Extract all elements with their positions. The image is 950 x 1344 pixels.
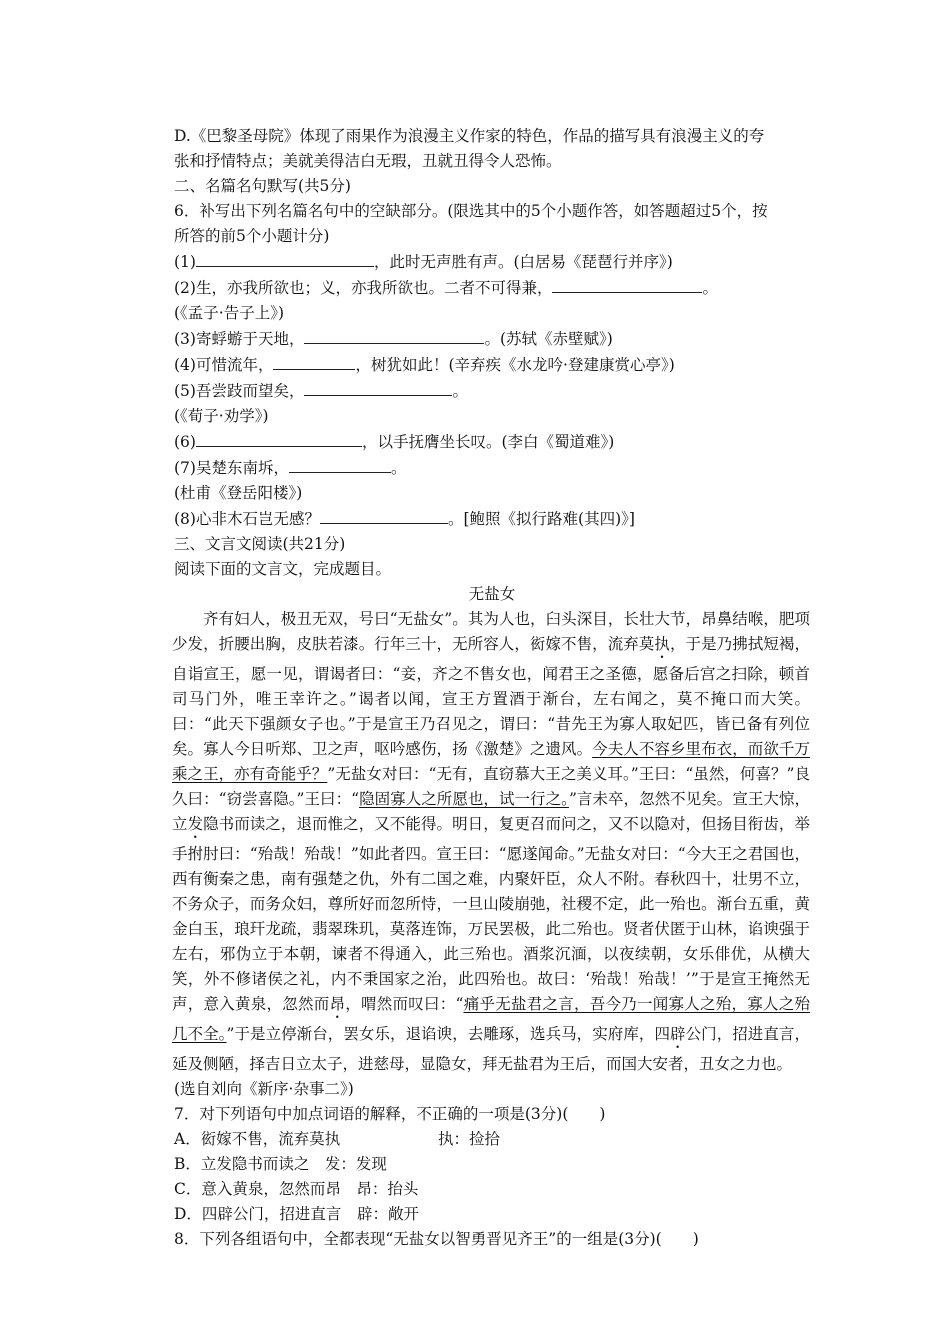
q7-option-c[interactable]: C．意入黄泉，忽然而昂 昂：抬头 [174,1180,419,1198]
question-6-line-1: 6．补写出下列名篇名句中的空缺部分。(限选其中的5个小题作答，如答题超过5个，按 [174,202,768,220]
dotted-word-zhi: 执 [654,635,670,653]
answer-blank-3[interactable] [304,326,484,344]
dotted-word-ang: 昂 [329,995,346,1013]
answer-blank-6[interactable] [196,429,362,447]
passage-source: (选自刘向《新序·杂事二》) [174,1080,354,1098]
fill-item-6: (6) ，以手抚膺坐长叹。(李白《蜀道难》) [174,429,810,455]
underlined-sentence-2: 隐固寡人之所愿也，试一行之。 [359,790,569,808]
section-3-heading: 三、文言文阅读(共21分) [174,535,346,553]
answer-blank-8[interactable] [320,506,448,524]
fill-item-7: (7)吴楚东南坼， 。 [174,455,810,481]
section-2-heading: 二、名篇名句默写(共5分) [174,177,351,195]
underlined-sentence-3: 痛乎无盐君之言，吾今乃一闻寡人之殆，寡人之殆几不全。 [172,995,810,1043]
option-d-line-1: D.《巴黎圣母院》体现了雨果作为浪漫主义作家的特色，作品的描写具有浪漫主义的夸 [174,127,765,145]
underlined-sentence-1: 今夫人不容乡里布衣，而欲千万乘之王，亦有奇能乎？ [172,740,810,783]
fill-item-2-source: (《孟子·告子上》) [174,304,285,322]
fill-item-8: (8)心非木石岂无感？ 。[鲍照《拟行路难(其四)》] [174,506,810,532]
fill-item-2: (2)生，亦我所欲也；义，亦我所欲也。二者不可得兼， 。 [174,275,810,301]
question-7: 7．对下列语句中加点词语的解释，不正确的一项是(3分)( ) [174,1105,606,1123]
q7-option-a[interactable]: A．衒嫁不售，流弃莫执 执：捡拾 [174,1130,501,1148]
passage-title: 无盐女 [468,585,516,603]
answer-blank-4[interactable] [273,352,355,370]
passage-body: 齐有妇人，极丑无双，号曰“无盐女”。其为人也，臼头深目，长壮大节，昂鼻结喉，肥项少发，折腰出胸，皮肤若漆。行年三十，无所容人，衒嫁不售，流弃莫执，于是乃拂拭短褐，自诣宣王，愿一见，谓谒者曰：“妾，齐之不售女也，闻君王之圣德，愿备后宫之扫除，顿首司马门外，唯王幸许之。”谒者以闻，宣王方置酒于渐台，左右闻之，莫不掩口而大笑。曰：“此天下强颜女子也。”于是宣王乃召见之，谓曰：“昔先王为寡人取妃匹，皆已备有列位矣。寡人今日听郑、卫之声，呕吟感伤，扬《激楚》之遗风。今夫人不容乡里布衣，而欲千万乘之王，亦有奇能乎？”无盐女对曰：“无有，直窃慕大王之美义耳。”王曰：“虽然，何喜？”良久曰：“窃尝喜隐。”王曰：“隐固寡人之所愿也，试一行之。”言未卒，忽然不见矣。宣王大惊，立发隐书而读之，退而惟之，又不能得。明日，复更召而问之，又不以隐对，但扬目衔齿，举手拊肘曰：“殆哉！殆哉！”如此者四。宣王曰：“愿遂闻命。”无盐女对曰：“今大王之君国也，西有衡秦之患，南有强楚之仇，外有二国之难，内聚奸臣，众人不附。春秋四十，壮男不立，不务众子，而务众妇，尊所好而忽所恃，一旦山陵崩弛，社稷不定，此一殆也。渐台五重，黄金白玉，琅玕龙疏，翡翠珠玑，莫落连饰，万民罢极，此二殆也。贤者伏匿于山林，谄谀强于左右，邪伪立于本朝，谏者不得通入，此三殆也。酒浆沉湎，以夜续朝，女乐俳优，从横大笑，外不修诸侯之礼，内不秉国家之治，此四殆也。故曰：‘殆哉！殆哉！’”于是宣王掩然无声，意入黄泉，忽然而昂，喟然而叹曰：“痛乎无盐君之言，吾今乃一闻寡人之殆，寡人之殆几不全。”于是立停渐台，罢女乐，退谄谀，去雕琢，选兵马，实府库，四辟公门，招进直言，延及侧陋，择吉日立太子，进慈母，显隐女，拜无盐君为王后，而国大安者，丑女之力也。 [172,610,810,1073]
reading-instruction: 阅读下面的文言文，完成题目。 [174,560,392,578]
fill-item-3: (3)寄蜉蝣于天地， 。(苏轼《赤壁赋》) [174,326,810,352]
answer-blank-2[interactable] [552,275,702,293]
q7-option-b[interactable]: B．立发隐书而读之 发：发现 [174,1155,387,1173]
answer-blank-1[interactable] [196,249,374,267]
exam-page [174,124,810,1252]
fill-item-5: (5)吾尝跂而望矣， 。 [174,378,810,404]
option-d-line-2: 张和抒情特点；美就美得洁白无瑕，丑就丑得令人恐怖。 [174,152,562,170]
answer-blank-7[interactable] [289,455,391,473]
dotted-word-fa: 发 [187,815,204,833]
fill-item-7-source: (杜甫《登岳阳楼》) [174,484,303,502]
fill-item-1: (1) ，此时无声胜有声。(白居易《琵琶行并序》) [174,249,810,275]
fill-item-4: (4)可惜流年， ，树犹如此！(辛弃疾《水龙吟·登建康赏心亭》) [174,352,810,378]
answer-blank-5[interactable] [304,378,452,396]
q7-option-d[interactable]: D．四辟公门，招进直言 辟：敞开 [174,1205,419,1223]
question-8: 8．下列各组语句中，全都表现“无盐女以智勇晋见齐王”的一组是(3分)( ) [174,1230,699,1248]
dotted-word-pi: 辟 [670,1025,686,1043]
fill-item-5-source: (《荀子·劝学》) [174,407,269,425]
question-6-line-2: 所答的前5个小题计分) [174,227,330,245]
